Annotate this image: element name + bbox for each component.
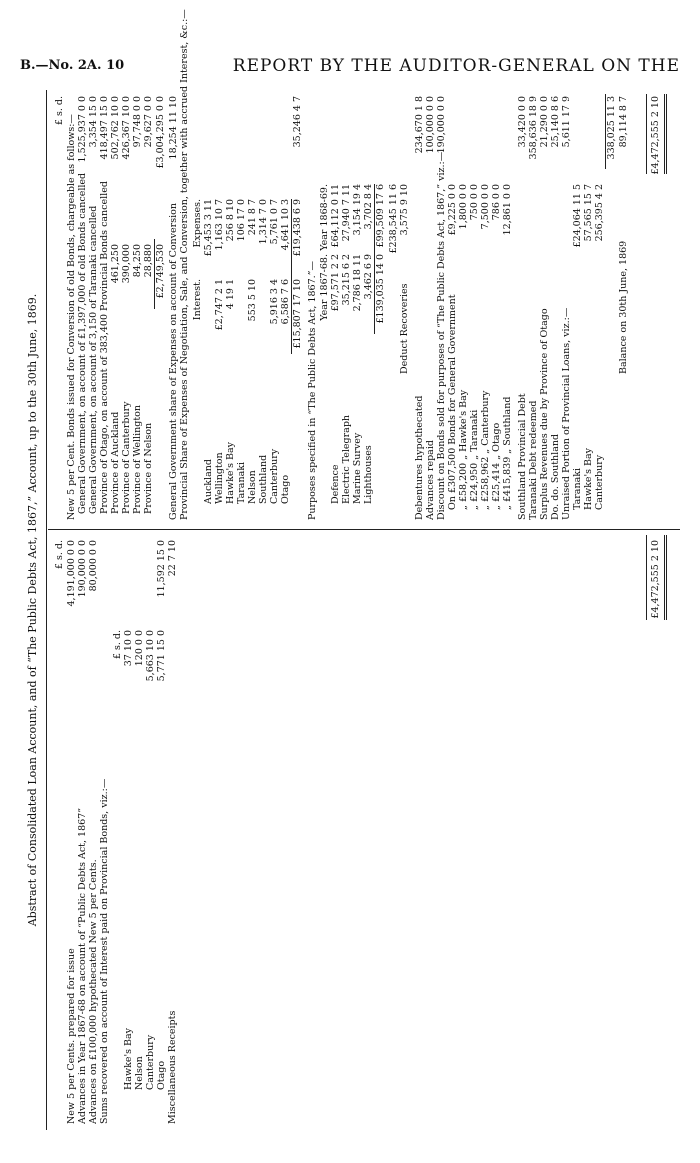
prov-share-interest: 553 5 10 bbox=[247, 279, 258, 322]
purpose-label: Lighthouses bbox=[363, 445, 374, 504]
bond-amount: 97,748 0 0 bbox=[132, 96, 143, 148]
unraised-label: Hawke's Bay bbox=[583, 448, 594, 510]
prov-share-label: Auckland bbox=[203, 459, 214, 504]
pay-total-rule bbox=[646, 94, 647, 174]
discount-amount: 1,800 0 0 bbox=[458, 184, 469, 230]
bond-nominal: 28,880 bbox=[143, 244, 154, 278]
prov-share-label: Southland bbox=[258, 454, 269, 504]
expenses-head: Expenses. bbox=[192, 199, 203, 248]
bonds-total: £3,004,295 0 0 bbox=[155, 96, 166, 169]
discount-label: „ £258,962 „ Canterbury bbox=[480, 390, 491, 510]
bonds-head: New 5 per Cent. Bonds issued for Conversion of old Bonds, chargeable as follows:— bbox=[66, 114, 77, 520]
prov-share-interest: £2,747 2 1 bbox=[214, 279, 225, 331]
payments-grand-total: £4,472,555 2 10 bbox=[650, 96, 661, 175]
bond-label: General Government, on account of £1,397,000 of old Bonds cancelled bbox=[77, 172, 88, 514]
bond-nominal: 461,250 bbox=[110, 244, 121, 284]
discount-label: „ £25,414 „ Otago bbox=[491, 422, 502, 510]
province-amount: 5,771 15 0 bbox=[156, 630, 167, 682]
prov-share-expenses: 241 8 7 bbox=[247, 199, 258, 236]
table-title: Abstract of Consolidated Loan Account, and of “The Public Debts Act, 1867,” Account, up to the 30th June, 1869. bbox=[26, 293, 39, 927]
discount-label: „ £24,950 „ Taranaki bbox=[469, 409, 480, 510]
bond-nominal: 84,250 bbox=[132, 244, 143, 278]
province-label: Otago bbox=[156, 1060, 167, 1090]
discount-amount: 750 0 0 bbox=[469, 184, 480, 221]
bond-label: General Government, on account of 3,150 of Taranaki cancelled bbox=[88, 205, 99, 514]
bond-nominal: 390,000 bbox=[121, 244, 132, 284]
misc-payment-amount: 234,670 1 8 bbox=[414, 96, 425, 154]
purpose-label: Defence bbox=[330, 464, 341, 504]
purpose-y2: £64,112 0 11 bbox=[330, 184, 341, 248]
prov-share-expenses: 4,641 10 3 bbox=[280, 199, 291, 251]
total-double-rule bbox=[664, 535, 667, 620]
receipt-label: Advances in Year 1867-68 on account of “Public Debts Act, 1867” bbox=[77, 807, 88, 1124]
bond-label: Province of Otago, on account of 383,400 Provincial Bonds cancelled bbox=[99, 181, 110, 514]
balance-label: Balance on 30th June, 1869 bbox=[618, 240, 629, 374]
payment-label: Southland Provincial Debt bbox=[517, 393, 528, 520]
bond-label: Province of Auckland bbox=[110, 411, 121, 514]
payment-amount: 358,636 18 9 bbox=[528, 96, 539, 160]
bond-amount: 1,525,937 0 0 bbox=[77, 96, 88, 163]
year1-head: Year 1867-68. bbox=[319, 254, 330, 321]
prov-share-label: Nelson bbox=[247, 470, 258, 504]
misc-payment-label: Advances repaid bbox=[425, 440, 436, 520]
receipt-amount: 190,000 0 0 bbox=[77, 540, 88, 598]
prov-interest-total: £15,807 17 10 bbox=[292, 279, 303, 349]
payment-label: Taranaki Debt redeemed bbox=[528, 400, 539, 520]
receipt-label: Advances on £100,000 hypothecated New 5 per Cents. bbox=[88, 859, 99, 1124]
prov-share-expenses: 1,163 10 7 bbox=[214, 199, 225, 251]
misc-payment-label: Debentures hypothecated bbox=[414, 395, 425, 520]
bond-amount: 502,762 10 0 bbox=[110, 96, 121, 160]
receipts-grand-total: £4,472,555 2 10 bbox=[650, 540, 661, 619]
misc-label: Miscellaneous Receipts bbox=[167, 1010, 178, 1124]
prov-share-amount: 35,246 4 7 bbox=[292, 96, 303, 148]
unraised-amount: £24,064 11 5 bbox=[572, 184, 583, 248]
prov-share-expenses: £5,453 3 11 bbox=[203, 199, 214, 257]
purpose-label: Marine Survey bbox=[352, 432, 363, 504]
prov-share-label: Otago bbox=[280, 474, 291, 504]
purpose-y2: 3,154 19 4 bbox=[352, 184, 363, 236]
recoveries-amount: 3,575 9 10 bbox=[399, 184, 410, 236]
prov-share-interest: 6,586 7 6 bbox=[280, 279, 291, 325]
discount-amount: 786 0 0 bbox=[491, 184, 502, 221]
misc-payment-amount: 190,000 0 0 bbox=[436, 96, 447, 154]
purposes-sum: £238,545 11 6 bbox=[388, 184, 399, 254]
prov-share-expenses: 106 17 0 bbox=[236, 199, 247, 242]
province-amount: 37 10 0 bbox=[123, 630, 134, 667]
province-head: £ s. d. bbox=[112, 630, 123, 660]
balance-amount: 89,114 8 7 bbox=[618, 96, 629, 148]
purposes-label: Purposes specified in “The Public Debts Act, 1867.”— bbox=[307, 260, 318, 520]
purposes-y2-total: £99,509 17 6 bbox=[375, 184, 386, 248]
province-amount: 5,663 10 0 bbox=[145, 630, 156, 682]
receipt-amount: 4,191,000 0 0 bbox=[66, 540, 77, 607]
discount-amount: 12,861 0 0 bbox=[502, 184, 513, 236]
payment-amount: 25,140 8 6 bbox=[550, 96, 561, 148]
discount-amount: 7,500 0 0 bbox=[480, 184, 491, 230]
prov-share-expenses: 5,761 0 7 bbox=[269, 199, 280, 245]
prov-expenses-total: £19,438 6 9 bbox=[292, 199, 303, 257]
bond-label: Province of Nelson bbox=[143, 422, 154, 514]
purpose-label: Electric Telegraph bbox=[341, 414, 352, 504]
payment-label: Unraised Portion of Provincial Loans, viz.:— bbox=[561, 307, 572, 520]
recoveries-label: Deduct Recoveries bbox=[399, 283, 410, 374]
purposes-y1-total: £139,035 14 0 bbox=[375, 254, 386, 324]
misc-payment-amount: 100,000 0 0 bbox=[425, 96, 436, 154]
prov-share-expenses: 256 8 10 bbox=[225, 199, 236, 242]
purpose-y1: 35,215 6 2 bbox=[341, 254, 352, 306]
discount-amount: £9,225 0 0 bbox=[447, 184, 458, 236]
payment-amount: 21,290 0 0 bbox=[539, 96, 550, 148]
prov-share-expenses: 1,314 7 0 bbox=[258, 199, 269, 245]
unraised-label: Canterbury bbox=[594, 454, 605, 510]
bond-amount: 29,627 0 0 bbox=[143, 96, 154, 148]
receipt-amount: 80,000 0 0 bbox=[88, 540, 99, 592]
discount-label: On £307,500 Bonds for General Government bbox=[447, 294, 458, 510]
prov-share-label: Hawke's Bay bbox=[225, 442, 236, 504]
pay-currency-head: £ s. d. bbox=[54, 96, 65, 126]
total-rule bbox=[646, 535, 647, 620]
discount-label: „ £415,839 „ Southland bbox=[502, 396, 513, 510]
misc-amount: 22 7 10 bbox=[167, 540, 178, 577]
bond-amount: 3,354 15 0 bbox=[88, 96, 99, 148]
discount-label: „ £58,200 „ Hawke's Bay bbox=[458, 389, 469, 510]
misc-payment-label: Discount on Bonds sold for purposes of “The Public Debts Act, 1867,” viz.:— bbox=[436, 151, 447, 520]
province-label: Canterbury bbox=[145, 1034, 156, 1090]
unraised-amount: 256,395 4 2 bbox=[594, 184, 605, 242]
unraised-total: 338,025 11 3 bbox=[606, 96, 617, 160]
purpose-y1: 2,786 18 11 bbox=[352, 254, 363, 312]
unraised-amount: 57,565 15 7 bbox=[583, 184, 594, 242]
page-title: REPORT BY THE AUDITOR-GENERAL ON THE bbox=[232, 56, 680, 76]
bonds-nominal-total: £2,749,530 bbox=[155, 244, 166, 299]
purpose-y1: 3,462 6 9 bbox=[363, 254, 374, 300]
bond-label: Province of Canterbury bbox=[121, 401, 132, 514]
title-rule bbox=[46, 90, 47, 1130]
province-label: Hawke's Bay bbox=[123, 1028, 134, 1090]
province-amount: 120 0 0 bbox=[134, 630, 145, 667]
payment-amount: 33,420 0 0 bbox=[517, 96, 528, 148]
prov-share-interest: 5,916 3 4 bbox=[269, 279, 280, 325]
year2-head: Year 1868-69. bbox=[319, 184, 330, 251]
payment-amount: 5,611 17 9 bbox=[561, 96, 572, 148]
gg-share-amount: 18,254 11 10 bbox=[168, 96, 179, 160]
payment-label: Surplus Revenues due by Province of Otago bbox=[539, 308, 550, 520]
page-reference: B.—No. 2A. 10 bbox=[20, 58, 125, 73]
receipts-side bbox=[48, 530, 680, 1130]
receipt-label: Sums recovered on account of Interest paid on Provincial Bonds, viz.:— bbox=[99, 778, 110, 1124]
page-header bbox=[20, 58, 680, 82]
pay-total-double-rule bbox=[664, 94, 667, 174]
purpose-y2: 27,940 7 11 bbox=[341, 184, 352, 242]
bond-label: Province of Wellington bbox=[132, 405, 143, 514]
purpose-y2: 3,702 8 4 bbox=[363, 184, 374, 230]
unraised-label: Taranaki bbox=[572, 467, 583, 510]
payment-label: Do. do. Southland bbox=[550, 433, 561, 520]
prov-share-label: Wellington bbox=[214, 452, 225, 504]
receipt-label: New 5 per Cents. prepared for issue bbox=[66, 948, 77, 1124]
purpose-y1: £97,571 2 2 bbox=[330, 254, 341, 312]
provinces-total: 11,592 15 0 bbox=[156, 540, 167, 598]
prov-share-label: Provincial Share of Expenses of Negotiation, Sale, and Conversion, together with accrued Interest, &c.:— bbox=[179, 9, 190, 520]
currency-head: £ s. d. bbox=[54, 540, 65, 570]
prov-share-label: Taranaki bbox=[236, 461, 247, 504]
bond-amount: 418,497 15 0 bbox=[99, 96, 110, 160]
interest-head: Interest. bbox=[192, 279, 203, 321]
prov-share-interest: 4 19 1 bbox=[225, 279, 236, 310]
gg-share-label: General Government share of Expenses on account of Conversion bbox=[168, 203, 179, 520]
bond-amount: 426,367 10 0 bbox=[121, 96, 132, 160]
province-label: Nelson bbox=[134, 1056, 145, 1090]
prov-share-label: Canterbury bbox=[269, 448, 280, 504]
